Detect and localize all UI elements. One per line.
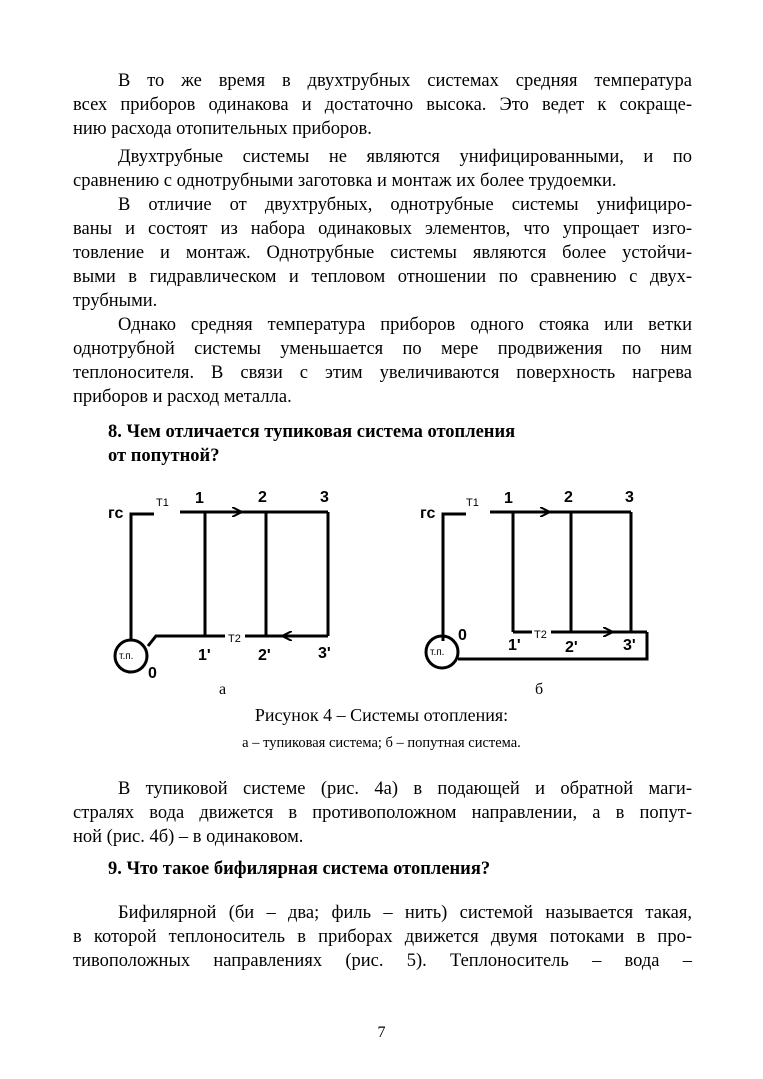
text-line: В то же время в двухтрубных системах средняя температура bbox=[118, 71, 692, 91]
page-number: 7 bbox=[377, 1024, 386, 1041]
label-t2-a: T2 bbox=[228, 633, 241, 645]
text-line: выми в гидравлическом и тепловом отношении по сравнению с двух- bbox=[73, 267, 692, 287]
heading-line: от попутной? bbox=[108, 446, 220, 466]
text-line: В отличие от двухтрубных, однотрубные системы унифициро- bbox=[118, 195, 692, 215]
heading-line: 8. Чем отличается тупиковая система отопления bbox=[108, 422, 516, 442]
text-line: тивоположных направлениях (рис. 5). Теплоноситель – вода – bbox=[73, 951, 692, 971]
label-node-3-b: 3 bbox=[625, 489, 634, 506]
label-node-1p-a: 1' bbox=[198, 647, 211, 664]
paragraph-two-pipe-temperature bbox=[73, 69, 692, 141]
label-node-1p-b: 1' bbox=[508, 637, 521, 654]
text-line: В тупиковой системе (рис. 4а) в подающей и обратной маги- bbox=[118, 779, 692, 799]
text-line: ваны и состоят из набора одинаковых элементов, что упрощает изго- bbox=[73, 219, 692, 239]
text-line: стралях вода движется в противоположном направлении, а в попут- bbox=[73, 803, 692, 823]
diagram-reverse-return-system bbox=[426, 512, 647, 668]
paragraph-two-pipe-unified bbox=[73, 145, 692, 193]
text-line: Бифилярной (би – два; филь – нить) системой называется такая, bbox=[118, 903, 692, 923]
section-heading-9 bbox=[108, 857, 490, 881]
figure-caption: Рисунок 4 – Системы отопления: bbox=[254, 705, 509, 725]
section-heading-8 bbox=[108, 420, 515, 468]
paragraph-one-pipe-unified bbox=[73, 193, 692, 313]
label-t1-b: T1 bbox=[466, 497, 479, 509]
label-gs-a: гс bbox=[108, 505, 124, 522]
figure-label-a: а bbox=[219, 681, 227, 698]
figure-subcaption: а – тупиковая система; б – попутная система. bbox=[242, 735, 521, 751]
text-line: однотрубной системы уменьшается по мере продвижения по ним bbox=[73, 339, 692, 359]
label-zero-a: 0 bbox=[148, 665, 157, 678]
text-line: Двухтрубные системы не являются унифицированными, и по bbox=[118, 147, 692, 167]
diagram-dead-end-system bbox=[115, 512, 328, 672]
label-tp-b: т.п. bbox=[430, 647, 445, 658]
label-t1-a: T1 bbox=[156, 497, 169, 509]
label-node-3p-a: 3' bbox=[318, 645, 331, 662]
riser-pipe-b bbox=[443, 514, 466, 641]
label-node-1-b: 1 bbox=[504, 490, 513, 507]
label-node-1-a: 1 bbox=[195, 490, 204, 507]
text-line: трубными. bbox=[73, 291, 158, 311]
text-line: приборов и расход металла. bbox=[73, 387, 292, 407]
label-zero-b: 0 bbox=[458, 627, 467, 644]
text-line: товление и монтаж. Однотрубные системы являются более устойчи- bbox=[73, 243, 692, 263]
label-node-2-b: 2 bbox=[564, 489, 573, 506]
label-tp-a: т.п. bbox=[119, 651, 134, 662]
paragraph-bifilar bbox=[73, 901, 692, 973]
label-node-2p-b: 2' bbox=[565, 639, 578, 656]
heading-line: 9. Что такое бифилярная система отопления? bbox=[108, 859, 491, 879]
text-line: ной (рис. 4б) – в одинаковом. bbox=[73, 827, 304, 847]
text-line: нию расхода отопительных приборов. bbox=[73, 119, 372, 139]
text-line: всех приборов одинакова и достаточно высока. Это ведет к сокраще- bbox=[73, 95, 692, 115]
paragraph-dead-end-explanation bbox=[73, 777, 692, 849]
label-node-2-a: 2 bbox=[258, 489, 267, 506]
text-line: сравнению с однотрубными заготовка и монтаж их более трудоемки. bbox=[73, 171, 617, 191]
label-node-3-a: 3 bbox=[320, 489, 329, 506]
text-line: в которой теплоноситель в приборах движется двумя потоками в про- bbox=[73, 927, 692, 947]
label-t2-b: T2 bbox=[534, 629, 547, 641]
return-to-source-a bbox=[148, 636, 205, 646]
text-line: теплоносителя. В связи с этим увеличиваются поверхность нагрева bbox=[73, 363, 692, 383]
text-line: Однако средняя температура приборов одного стояка или ветки bbox=[118, 315, 692, 335]
figure-label-b: б bbox=[535, 681, 544, 698]
label-gs-b: гс bbox=[420, 505, 436, 522]
label-node-3p-b: 3' bbox=[623, 637, 636, 654]
label-node-2p-a: 2' bbox=[258, 647, 271, 664]
figure-heating-systems bbox=[0, 478, 763, 678]
riser-pipe-a bbox=[131, 514, 154, 641]
return-to-source-b bbox=[458, 632, 647, 659]
paragraph-temperature-decrease bbox=[73, 313, 692, 409]
